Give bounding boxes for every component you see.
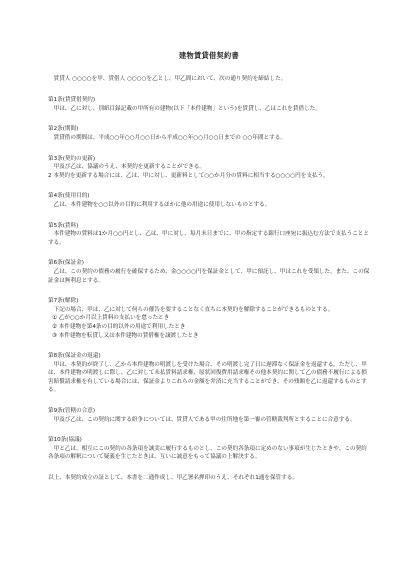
article-heading: 第9条(管轄の合意): [48, 408, 96, 415]
article-heading: 第10条(協議): [48, 437, 82, 444]
article-paragraph: 本件建物の賃料は1か月○○円とし、乙は、甲に対し、毎月末日までに、甲の指定する銀行口座宛に振込む方法で支払うこととする。: [48, 231, 369, 246]
list-item: ③ 本件建物を転貸し又は本件建物の賃借権を譲渡したとき: [52, 332, 199, 339]
article-heading: 第6条(保証金): [48, 260, 84, 267]
article-4: [48, 192, 370, 209]
article-paragraph: 賃貸借の期間は、平成○○年○○月○○日から平成○○年○○月○○日までの ○○年間とする。: [53, 135, 286, 142]
article-paragraph: 甲及び乙は、この契約に関する紛争については、賃貸人である甲の住所地を第一審の管轄裁判所とすることに合意する。: [53, 416, 356, 423]
article-heading: 第3条(契約の更新): [48, 155, 96, 162]
list-item: ② 本件建物を第4条の目的以外の用途で利用したとき: [52, 323, 186, 330]
article-5: [48, 222, 370, 248]
article-paragraph: 乙は、この契約の債務の履行を確保するため、金○○○○円を保証金として、甲に預託し、甲はこれを受領した。また、この保証金は無利息とする。: [48, 268, 370, 284]
article-paragraph: 甲は、乙に対し、別紙目録記載の甲所有の建物(以下「本件建物」という)を賃貸し、乙はこれを賃借した。: [53, 105, 321, 112]
article-paragraph: 下記の場合、甲は、乙に対して何らの催告を要することなく直ちに本契約を解除することができるものとする。: [53, 306, 334, 313]
document-title: 建物賃貸借契約書: [179, 51, 239, 60]
article-1: [48, 96, 370, 113]
article-2: [48, 125, 370, 142]
article-heading: 第2条(期間): [48, 126, 79, 133]
article-paragraph: 甲は、本契約が終了し、乙から本件建物の明渡しを受けた場合、その明渡し完了日に遅滞なく保証金を返還する。ただし、甲は、本件建物の明渡しに際し、乙に対して未払賃料請求権、原状回復費用請求権その他本契約に関して乙の債務不履行による損害賠償請求権を有している場合には、保証金よりこれらの金額を弁済に充当することができ、その残額を乙に返還するものとする。: [48, 361, 367, 394]
article-7: [48, 297, 370, 340]
article-heading: 第1条(賃貸借契約): [48, 97, 96, 104]
article-heading: 第7条(解除): [48, 298, 79, 305]
article-paragraph: 甲及び乙は、協議のうえ、本契約を更新することができる。: [53, 164, 205, 171]
article-paragraph: 乙は、本件建物を○○以外の目的に利用するほかに他の用途に使用しないものとする。: [53, 201, 271, 208]
article-heading: 第4条(使用目的): [48, 193, 90, 200]
article-3: [48, 155, 370, 181]
preamble: 賃貸人 ○○○○を甲、賃借人 ○○○○を乙とし、甲乙間において、次の通り契約を締結した。: [53, 75, 287, 82]
article-paragraph: 甲と乙は、相互にこの契約の各条項を誠実に履行するものとし、この契約各条項に定めのない事項が生じたときや、この契約各条項の解釈について疑義を生じたときは、互いに誠意をもって協議の上解決する。: [48, 445, 367, 461]
article-9: [48, 407, 370, 424]
article-8: [48, 352, 370, 395]
article-heading: 第5条(賃料): [48, 222, 79, 229]
article-6: [48, 259, 370, 285]
closing-statement: 以上、本契約成立の証として、本書を二通作成し、甲乙署名押印のうえ、それぞれ1通を保管する。: [48, 475, 298, 482]
article-heading: 第8条(保証金の返還): [48, 353, 101, 360]
list-item: ① 乙が○○か月以上賃料の支払いを怠ったとき: [52, 315, 170, 322]
article-paragraph: 2 本契約を更新する場合には、乙は、甲に対し、更新料として○○か月分の賃料に相当する○○○○円を支払う。: [48, 172, 329, 179]
articles-section: [48, 96, 370, 462]
article-10: [48, 436, 370, 462]
